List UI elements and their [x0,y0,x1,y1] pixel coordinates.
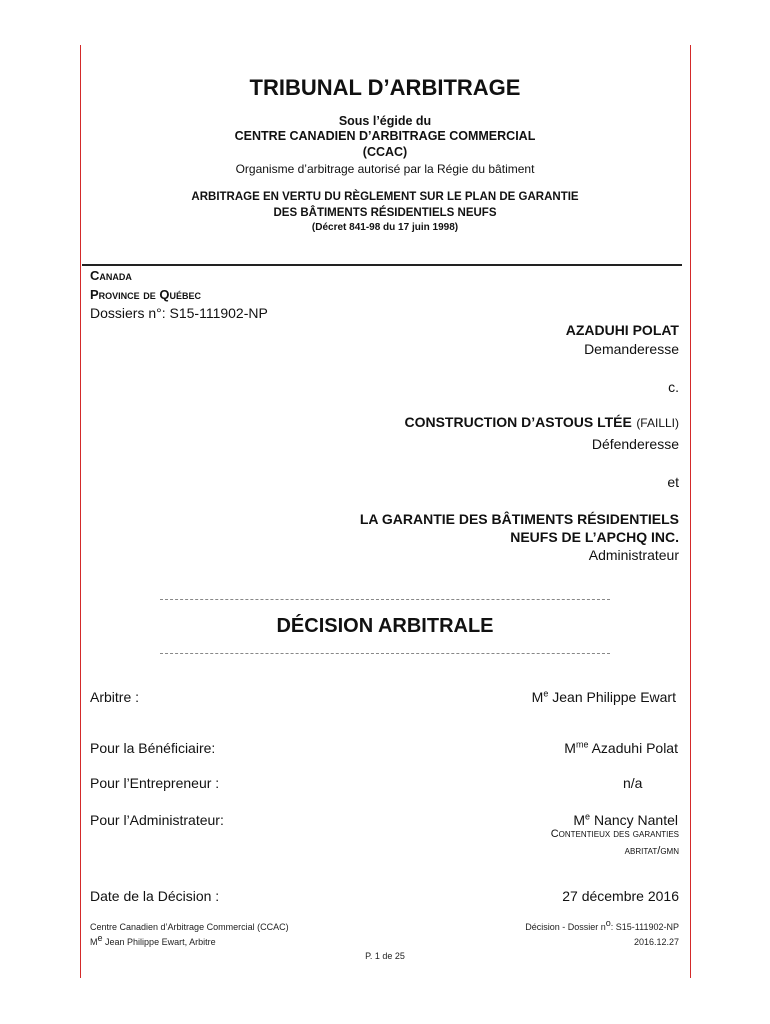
decision-date-label: Date de la Décision : [90,888,220,904]
decision-divider-top [160,599,610,600]
page-number: P. 1 de 25 [365,951,405,961]
administrator-prefix: M [573,812,586,828]
administrator-sup: e [585,811,591,822]
beneficiary-name: Azaduhi Polat [591,740,678,756]
footer-centre-name: Centre Canadien d’Arbitrage Commercial (CCAC) [90,922,289,932]
footer-dossier-rest: : S15-111902-NP [610,922,679,932]
beneficiary-prefix: M [564,740,576,756]
administrator-dept: Contentieux des garanties [550,828,679,840]
defendant-status: (FAILLI) [636,416,679,430]
organism-text: Organisme d’arbitrage autorisé par la Régie du bâtiment [235,162,535,176]
beneficiary-value [564,740,678,756]
administrator-ref: abritat/gmn [624,845,679,857]
decision-date-value: 27 décembre 2016 [562,888,679,904]
centre-name: CENTRE CANADIEN D’ARBITRAGE COMMERCIAL [234,129,536,143]
arbitrator-value [532,689,676,705]
under-aegis-text: Sous l’égide du [338,114,432,128]
contractor-value: n/a [623,775,643,791]
arbitrator-name: Jean Philippe Ewart [552,689,676,705]
footer-arbitrator-prefix: M [90,937,98,947]
footer-arbitrator-sup: e [97,933,103,943]
province-label: Province de Québec [90,287,202,302]
footer-date: 2016.12.27 [633,937,679,947]
and-text: et [667,474,679,490]
contractor-label: Pour l’Entrepreneur : [90,775,220,791]
arbitrator-sup: e [543,688,549,699]
administrator-name-line-2: NEUFS DE L’APCHQ INC. [510,529,679,545]
decision-divider-bottom [160,653,610,654]
beneficiary-sup: me [575,739,589,750]
administrator-value [573,812,678,828]
centre-acronym: (CCAC) [362,145,408,159]
regulation-line-2: DES BÂTIMENTS RÉSIDENTIELS NEUFS [273,207,497,219]
defendant-role: Défenderesse [591,436,679,452]
beneficiary-label: Pour la Bénéficiaire: [90,740,216,756]
footer-dossier-prefix: Décision - Dossier n [525,922,606,932]
header-divider [82,264,682,266]
footer-dossier [525,918,679,932]
tribunal-title: TRIBUNAL D’ARBITRAGE [249,75,521,100]
decision-title: DÉCISION ARBITRALE [276,615,494,637]
defendant-line [404,414,679,432]
arbitrator-prefix: M [531,689,544,705]
administrator-label: Pour l’Administrateur: [90,812,224,828]
plaintiff-role: Demanderesse [584,341,679,357]
plaintiff-name: AZADUHI POLAT [565,322,679,338]
administrator-role: Administrateur [588,547,679,563]
right-margin-line [690,45,691,978]
footer-dossier-sup: o [605,918,611,928]
decree-text: (Décret 841-98 du 17 juin 1998) [311,222,459,233]
footer-arbitrator-rest: Jean Philippe Ewart, Arbitre [105,937,216,947]
administrator-name-line-1: LA GARANTIE DES BÂTIMENTS RÉSIDENTIELS [359,511,679,527]
regulation-line-1: ARBITRAGE EN VERTU DU RÈGLEMENT SUR LE PLAN DE GARANTIE [191,191,579,203]
country-label: Canada [90,268,132,283]
defendant-name: CONSTRUCTION D’ASTOUS LTÉE [404,414,632,430]
administrator-lawyer-name: Nancy Nantel [593,812,678,828]
file-number: Dossiers n°: S15-111902-NP [90,305,268,321]
footer-arbitrator [90,933,216,947]
versus-text: c. [668,379,679,395]
arbitrator-label: Arbitre : [90,689,140,705]
left-margin-line [80,45,81,978]
